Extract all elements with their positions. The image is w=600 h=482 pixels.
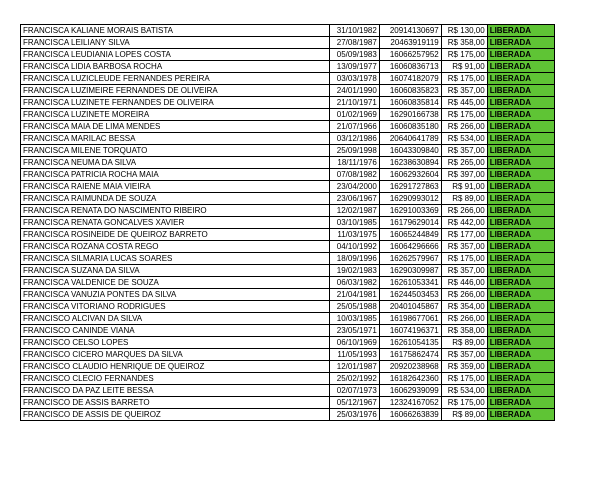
status-cell: LIBERADA xyxy=(487,373,554,385)
id-number-cell: 16060836713 xyxy=(379,61,441,73)
name-cell: FRANCISCA SILMARIA LUCAS SOARES xyxy=(21,253,330,265)
status-cell: LIBERADA xyxy=(487,193,554,205)
status-cell: LIBERADA xyxy=(487,397,554,409)
id-number-cell: 20640641789 xyxy=(379,133,441,145)
table-row xyxy=(21,229,555,241)
status-cell: LIBERADA xyxy=(487,85,554,97)
table-row xyxy=(21,205,555,217)
amount-cell: R$ 266,00 xyxy=(441,121,487,133)
id-number-cell: 16065244849 xyxy=(379,229,441,241)
birthdate-cell: 11/03/1975 xyxy=(329,229,379,241)
id-number-cell: 16060835180 xyxy=(379,121,441,133)
name-cell: FRANCISCA LIDIA BARBOSA ROCHA xyxy=(21,61,330,73)
table-row xyxy=(21,253,555,265)
name-cell: FRANCISCA KALIANE MORAIS BATISTA xyxy=(21,25,330,37)
table-row xyxy=(21,409,555,421)
table-row xyxy=(21,241,555,253)
birthdate-cell: 24/01/1990 xyxy=(329,85,379,97)
name-cell: FRANCISCO DE ASSIS DE QUEIROZ xyxy=(21,409,330,421)
status-cell: LIBERADA xyxy=(487,361,554,373)
status-cell: LIBERADA xyxy=(487,301,554,313)
amount-cell: R$ 446,00 xyxy=(441,277,487,289)
status-cell: LIBERADA xyxy=(487,121,554,133)
status-cell: LIBERADA xyxy=(487,385,554,397)
birthdate-cell: 11/05/1993 xyxy=(329,349,379,361)
name-cell: FRANCISCA NEUMA DA SILVA xyxy=(21,157,330,169)
birthdate-cell: 21/04/1981 xyxy=(329,289,379,301)
name-cell: FRANCISCA LUZICLEUDE FERNANDES PEREIRA xyxy=(21,73,330,85)
status-cell: LIBERADA xyxy=(487,337,554,349)
amount-cell: R$ 130,00 xyxy=(441,25,487,37)
amount-cell: R$ 89,00 xyxy=(441,193,487,205)
amount-cell: R$ 175,00 xyxy=(441,253,487,265)
name-cell: FRANCISCA VITORIANO RODRIGUES xyxy=(21,301,330,313)
birthdate-cell: 12/01/1987 xyxy=(329,361,379,373)
name-cell: FRANCISCA LUZIMEIRE FERNANDES DE OLIVEIRA xyxy=(21,85,330,97)
name-cell: FRANCISCA RENATA GONCALVES XAVIER xyxy=(21,217,330,229)
id-number-cell: 16291003369 xyxy=(379,205,441,217)
id-number-cell: 16291727863 xyxy=(379,181,441,193)
id-number-cell: 16290993012 xyxy=(379,193,441,205)
id-number-cell: 12324167052 xyxy=(379,397,441,409)
birthdate-cell: 21/10/1971 xyxy=(329,97,379,109)
status-cell: LIBERADA xyxy=(487,49,554,61)
amount-cell: R$ 358,00 xyxy=(441,325,487,337)
name-cell: FRANCISCO DE ASSIS BARRETO xyxy=(21,397,330,409)
birthdate-cell: 03/03/1978 xyxy=(329,73,379,85)
status-cell: LIBERADA xyxy=(487,229,554,241)
birthdate-cell: 06/03/1982 xyxy=(329,277,379,289)
birthdate-cell: 18/11/1976 xyxy=(329,157,379,169)
status-cell: LIBERADA xyxy=(487,325,554,337)
id-number-cell: 16066263839 xyxy=(379,409,441,421)
amount-cell: R$ 175,00 xyxy=(441,49,487,61)
birthdate-cell: 25/02/1992 xyxy=(329,373,379,385)
amount-cell: R$ 445,00 xyxy=(441,97,487,109)
id-number-cell: 16238630894 xyxy=(379,157,441,169)
id-number-cell: 16198677061 xyxy=(379,313,441,325)
name-cell: FRANCISCO CANINDE VIANA xyxy=(21,325,330,337)
id-number-cell: 20463919119 xyxy=(379,37,441,49)
amount-cell: R$ 359,00 xyxy=(441,361,487,373)
name-cell: FRANCISCA RAIENE MAIA VIEIRA xyxy=(21,181,330,193)
name-cell: FRANCISCA ROZANA COSTA REGO xyxy=(21,241,330,253)
table-row xyxy=(21,289,555,301)
birthdate-cell: 03/10/1985 xyxy=(329,217,379,229)
amount-cell: R$ 89,00 xyxy=(441,409,487,421)
table-row xyxy=(21,73,555,85)
birthdate-cell: 25/05/1988 xyxy=(329,301,379,313)
id-number-cell: 16060835814 xyxy=(379,97,441,109)
table-row xyxy=(21,49,555,61)
status-cell: LIBERADA xyxy=(487,109,554,121)
id-number-cell: 16290309987 xyxy=(379,265,441,277)
birthdate-cell: 04/10/1992 xyxy=(329,241,379,253)
id-number-cell: 16074196371 xyxy=(379,325,441,337)
amount-cell: R$ 266,00 xyxy=(441,289,487,301)
id-number-cell: 16182642360 xyxy=(379,373,441,385)
table-row xyxy=(21,85,555,97)
id-number-cell: 16062932604 xyxy=(379,169,441,181)
table-row xyxy=(21,265,555,277)
status-cell: LIBERADA xyxy=(487,253,554,265)
amount-cell: R$ 89,00 xyxy=(441,337,487,349)
id-number-cell: 16179629014 xyxy=(379,217,441,229)
table-body xyxy=(21,25,555,421)
id-number-cell: 16074182079 xyxy=(379,73,441,85)
table-row xyxy=(21,145,555,157)
status-cell: LIBERADA xyxy=(487,217,554,229)
birthdate-cell: 12/02/1987 xyxy=(329,205,379,217)
amount-cell: R$ 175,00 xyxy=(441,109,487,121)
amount-cell: R$ 357,00 xyxy=(441,85,487,97)
birthdate-cell: 02/07/1973 xyxy=(329,385,379,397)
name-cell: FRANCISCA PATRICIA ROCHA MAIA xyxy=(21,169,330,181)
table-row xyxy=(21,397,555,409)
status-cell: LIBERADA xyxy=(487,169,554,181)
table-row xyxy=(21,61,555,73)
amount-cell: R$ 177,00 xyxy=(441,229,487,241)
table-row xyxy=(21,157,555,169)
id-number-cell: 16062939099 xyxy=(379,385,441,397)
status-cell: LIBERADA xyxy=(487,289,554,301)
status-cell: LIBERADA xyxy=(487,265,554,277)
beneficiary-table xyxy=(20,24,555,421)
status-cell: LIBERADA xyxy=(487,97,554,109)
table-row xyxy=(21,373,555,385)
name-cell: FRANCISCO DA PAZ LEITE BESSA xyxy=(21,385,330,397)
birthdate-cell: 23/06/1967 xyxy=(329,193,379,205)
name-cell: FRANCISCO CLAUDIO HENRIQUE DE QUEIROZ xyxy=(21,361,330,373)
birthdate-cell: 03/12/1986 xyxy=(329,133,379,145)
amount-cell: R$ 397,00 xyxy=(441,169,487,181)
amount-cell: R$ 354,00 xyxy=(441,301,487,313)
birthdate-cell: 10/03/1985 xyxy=(329,313,379,325)
table-row xyxy=(21,385,555,397)
amount-cell: R$ 357,00 xyxy=(441,241,487,253)
name-cell: FRANCISCO CICERO MARQUES DA SILVA xyxy=(21,349,330,361)
table-row xyxy=(21,37,555,49)
status-cell: LIBERADA xyxy=(487,241,554,253)
name-cell: FRANCISCA SUZANA DA SILVA xyxy=(21,265,330,277)
id-number-cell: 16290166738 xyxy=(379,109,441,121)
table-row xyxy=(21,25,555,37)
table-row xyxy=(21,193,555,205)
birthdate-cell: 07/08/1982 xyxy=(329,169,379,181)
name-cell: FRANCISCA LUZINETE MOREIRA xyxy=(21,109,330,121)
name-cell: FRANCISCA VANUZIA PONTES DA SILVA xyxy=(21,289,330,301)
table-row xyxy=(21,277,555,289)
amount-cell: R$ 91,00 xyxy=(441,61,487,73)
table-row xyxy=(21,337,555,349)
status-cell: LIBERADA xyxy=(487,157,554,169)
table-row xyxy=(21,217,555,229)
id-number-cell: 16261054135 xyxy=(379,337,441,349)
birthdate-cell: 06/10/1969 xyxy=(329,337,379,349)
name-cell: FRANCISCA LEUDIANIA LOPES COSTA xyxy=(21,49,330,61)
birthdate-cell: 25/03/1976 xyxy=(329,409,379,421)
birthdate-cell: 19/02/1983 xyxy=(329,265,379,277)
id-number-cell: 20914130697 xyxy=(379,25,441,37)
amount-cell: R$ 265,00 xyxy=(441,157,487,169)
name-cell: FRANCISCA RAIMUNDA DE SOUZA xyxy=(21,193,330,205)
birthdate-cell: 18/09/1996 xyxy=(329,253,379,265)
status-cell: LIBERADA xyxy=(487,37,554,49)
name-cell: FRANCISCA MARILAC BESSA xyxy=(21,133,330,145)
table-row xyxy=(21,301,555,313)
birthdate-cell: 23/05/1971 xyxy=(329,325,379,337)
birthdate-cell: 25/09/1998 xyxy=(329,145,379,157)
status-cell: LIBERADA xyxy=(487,25,554,37)
table-row xyxy=(21,349,555,361)
birthdate-cell: 05/09/1983 xyxy=(329,49,379,61)
birthdate-cell: 21/07/1966 xyxy=(329,121,379,133)
table-row xyxy=(21,361,555,373)
id-number-cell: 16064296666 xyxy=(379,241,441,253)
table-row xyxy=(21,109,555,121)
id-number-cell: 20920238968 xyxy=(379,361,441,373)
birthdate-cell: 01/02/1969 xyxy=(329,109,379,121)
amount-cell: R$ 357,00 xyxy=(441,145,487,157)
amount-cell: R$ 442,00 xyxy=(441,217,487,229)
table-row xyxy=(21,313,555,325)
birthdate-cell: 27/08/1987 xyxy=(329,37,379,49)
birthdate-cell: 31/10/1982 xyxy=(329,25,379,37)
birthdate-cell: 13/09/1977 xyxy=(329,61,379,73)
id-number-cell: 16175862474 xyxy=(379,349,441,361)
table-row xyxy=(21,169,555,181)
birthdate-cell: 23/04/2000 xyxy=(329,181,379,193)
amount-cell: R$ 91,00 xyxy=(441,181,487,193)
status-cell: LIBERADA xyxy=(487,313,554,325)
birthdate-cell: 05/12/1967 xyxy=(329,397,379,409)
id-number-cell: 16244503453 xyxy=(379,289,441,301)
amount-cell: R$ 534,00 xyxy=(441,385,487,397)
id-number-cell: 16060835823 xyxy=(379,85,441,97)
table-row xyxy=(21,133,555,145)
status-cell: LIBERADA xyxy=(487,133,554,145)
name-cell: FRANCISCA VALDENICE DE SOUZA xyxy=(21,277,330,289)
name-cell: FRANCISCA LUZINETE FERNANDES DE OLIVEIRA xyxy=(21,97,330,109)
amount-cell: R$ 266,00 xyxy=(441,205,487,217)
amount-cell: R$ 266,00 xyxy=(441,313,487,325)
amount-cell: R$ 357,00 xyxy=(441,265,487,277)
amount-cell: R$ 534,00 xyxy=(441,133,487,145)
id-number-cell: 20401045867 xyxy=(379,301,441,313)
status-cell: LIBERADA xyxy=(487,73,554,85)
amount-cell: R$ 358,00 xyxy=(441,37,487,49)
amount-cell: R$ 175,00 xyxy=(441,373,487,385)
name-cell: FRANCISCO CELSO LOPES xyxy=(21,337,330,349)
table-row xyxy=(21,121,555,133)
id-number-cell: 16043309840 xyxy=(379,145,441,157)
status-cell: LIBERADA xyxy=(487,205,554,217)
id-number-cell: 16262579967 xyxy=(379,253,441,265)
name-cell: FRANCISCA ROSINEIDE DE QUEIROZ BARRETO xyxy=(21,229,330,241)
name-cell: FRANCISCA LEILIANY SILVA xyxy=(21,37,330,49)
status-cell: LIBERADA xyxy=(487,61,554,73)
table-row xyxy=(21,97,555,109)
table-row xyxy=(21,325,555,337)
id-number-cell: 16066257952 xyxy=(379,49,441,61)
status-cell: LIBERADA xyxy=(487,181,554,193)
amount-cell: R$ 357,00 xyxy=(441,349,487,361)
amount-cell: R$ 175,00 xyxy=(441,73,487,85)
name-cell: FRANCISCO ALCIVAN DA SILVA xyxy=(21,313,330,325)
status-cell: LIBERADA xyxy=(487,145,554,157)
name-cell: FRANCISCA MILENE TORQUATO xyxy=(21,145,330,157)
name-cell: FRANCISCA MAIA DE LIMA MENDES xyxy=(21,121,330,133)
name-cell: FRANCISCA RENATA DO NASCIMENTO RIBEIRO xyxy=(21,205,330,217)
status-cell: LIBERADA xyxy=(487,277,554,289)
status-cell: LIBERADA xyxy=(487,349,554,361)
id-number-cell: 16261053341 xyxy=(379,277,441,289)
table-row xyxy=(21,181,555,193)
status-cell: LIBERADA xyxy=(487,409,554,421)
name-cell: FRANCISCO CLECIO FERNANDES xyxy=(21,373,330,385)
amount-cell: R$ 175,00 xyxy=(441,397,487,409)
